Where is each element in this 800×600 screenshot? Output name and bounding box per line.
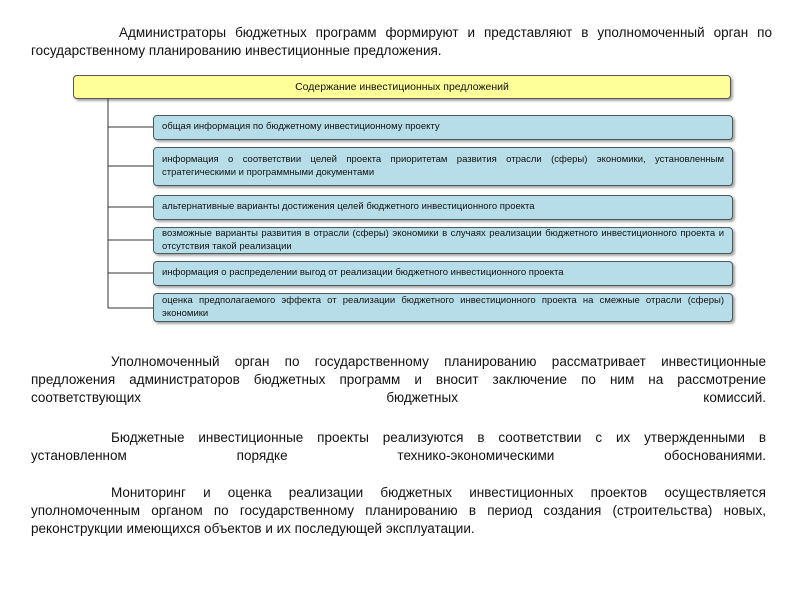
diagram-item-2 bbox=[153, 147, 733, 186]
intro-paragraph: Администраторы бюджетных программ формируют и представляют в уполномоченный орган по государственному планированию инвестиционные предложения. bbox=[31, 25, 772, 58]
paragraph-review: Уполномоченный орган по государственному планированию рассматривает инвестиционные предложения администраторов бюджетных программ и вносит заключение по ним на рассмотрение соответствующих бюджетных комиссий. bbox=[31, 354, 766, 405]
diagram-item-6 bbox=[153, 293, 733, 322]
paragraph-monitoring: Мониторинг и оценка реализации бюджетных инвестиционных проектов осуществляется уполномоченным органом по государственному планированию в период создания (строительства) новых, реконструкции имеющихся объектов и их последующей эксплуатации. bbox=[31, 485, 766, 536]
diagram-item-1 bbox=[153, 115, 733, 140]
diagram-header-label: Содержание инвестиционных предложений bbox=[295, 81, 509, 93]
paragraph-implementation: Бюджетные инвестиционные проекты реализуются в соответствии с их утвержденными в установленном порядке технико-экономическими обоснованиями. bbox=[31, 430, 766, 463]
diagram-item-label: информация о соответствии целей проекта приоритетам развития отрасли (сферы) экономики, установленным стратегическими и программными документами bbox=[162, 154, 724, 178]
diagram-header bbox=[73, 75, 731, 99]
diagram-item-3 bbox=[153, 195, 733, 220]
diagram-item-label: альтернативные варианты достижения целей бюджетного инвестиционного проекта bbox=[162, 201, 535, 213]
diagram-item-label: общая информация по бюджетному инвестиционному проекту bbox=[162, 121, 440, 133]
diagram-item-label: возможные варианты развития в отрасли (сферы) экономики в случаях реализации бюджетного инвестиционного проекта и отсутствия такой реализации bbox=[162, 228, 724, 252]
diagram-item-5 bbox=[153, 261, 733, 286]
diagram-item-4 bbox=[153, 227, 733, 254]
diagram-item-label: оценка предполагаемого эффекта от реализации бюджетного инвестиционного проекта на смежные отрасли (сферы) экономики bbox=[162, 295, 724, 319]
diagram-item-label: информация о распределении выгод от реализации бюджетного инвестиционного проекта bbox=[162, 267, 564, 279]
